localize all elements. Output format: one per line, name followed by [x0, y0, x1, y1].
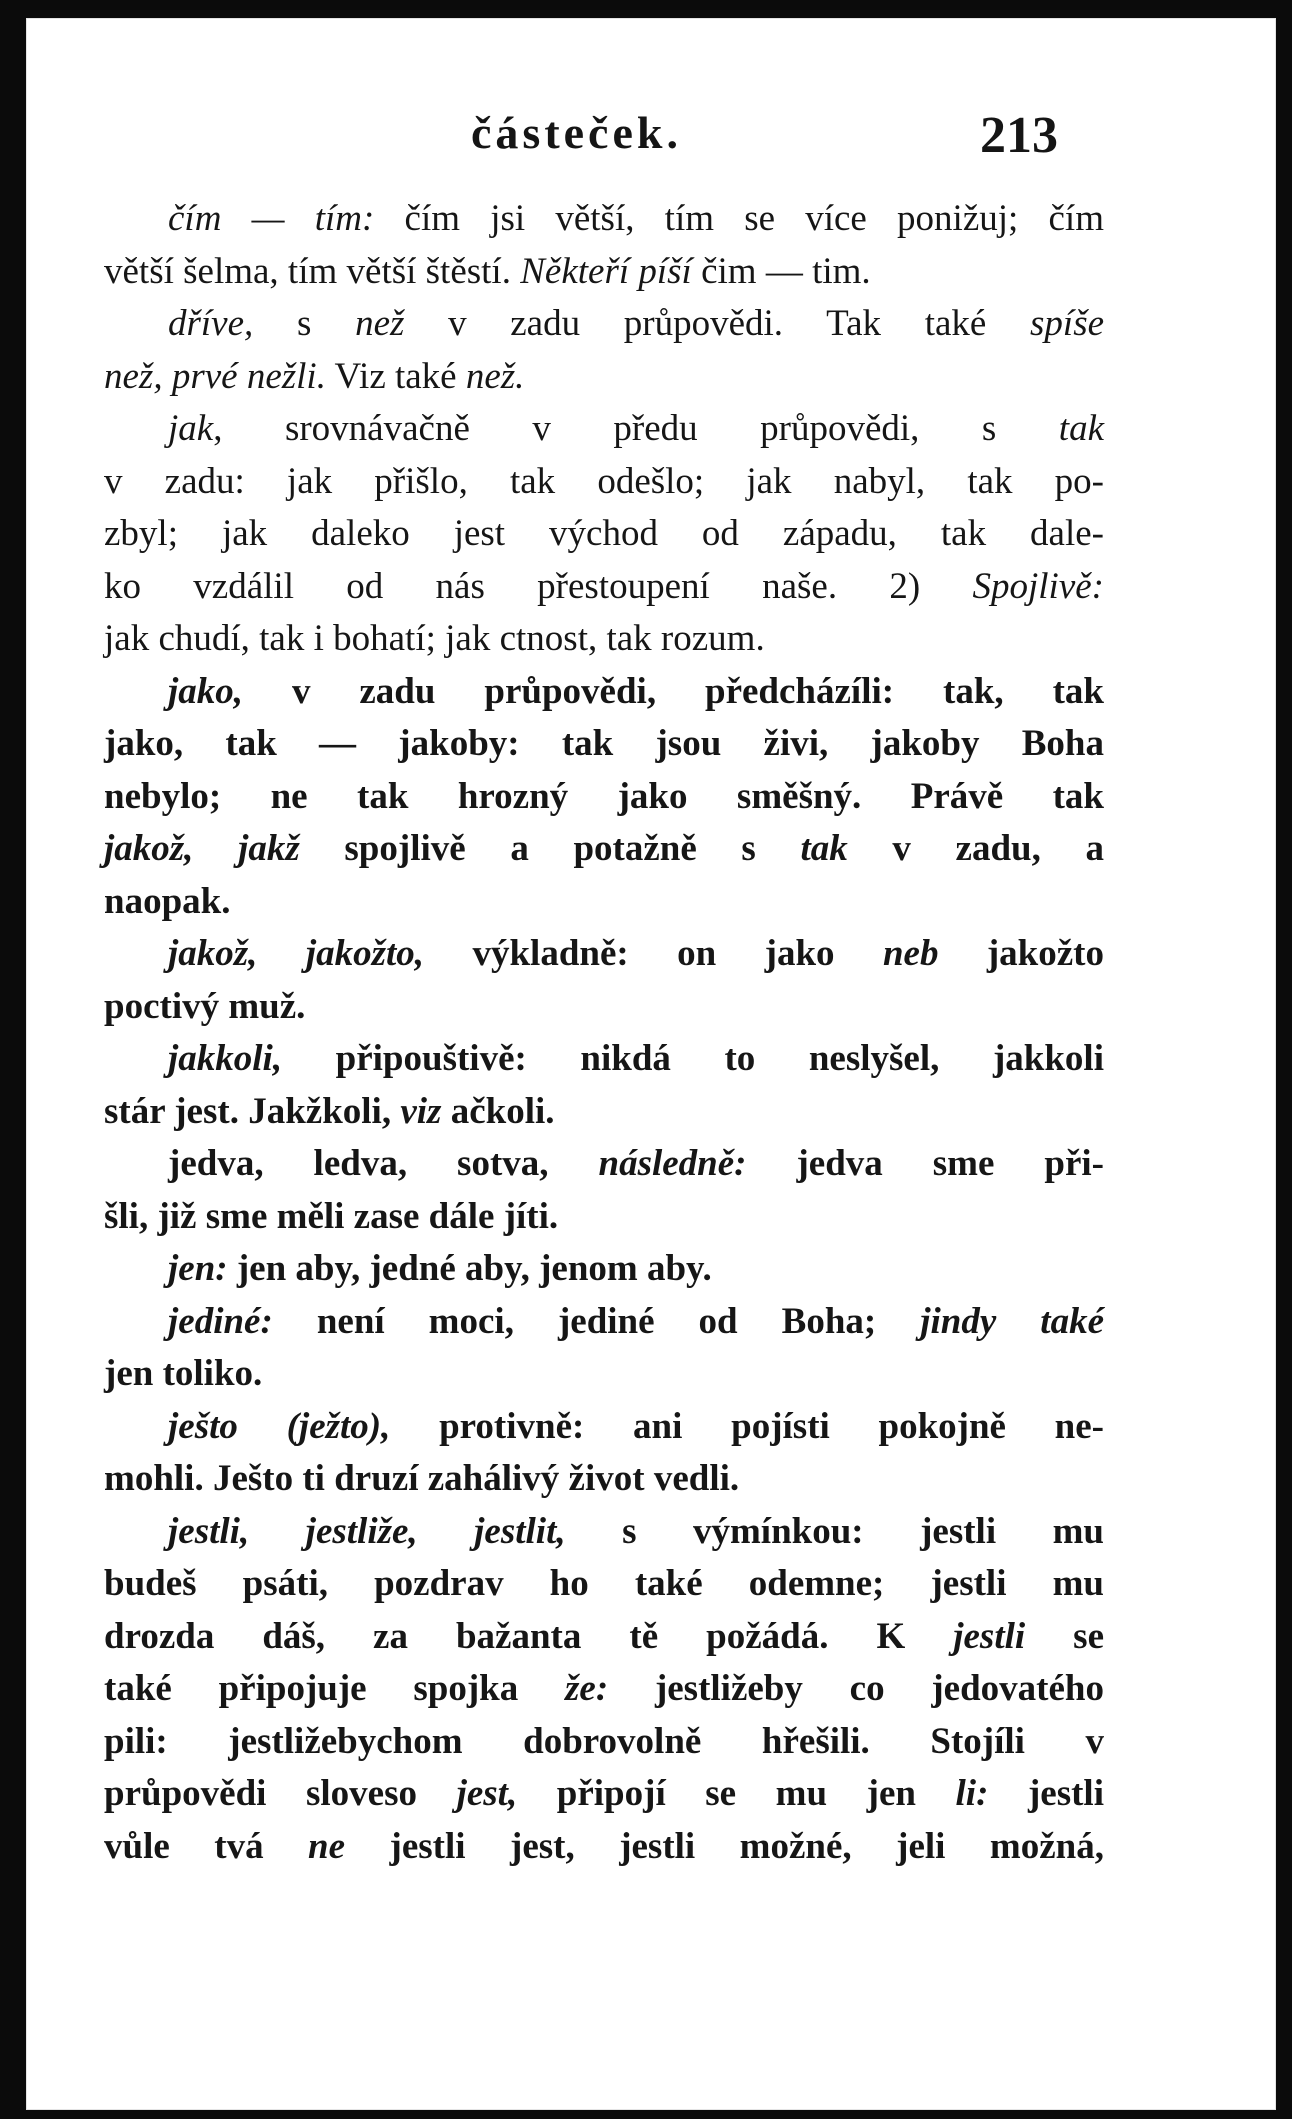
italic-term: jediné: [168, 1300, 273, 1342]
italic-term: Spojlivě: [972, 565, 1104, 607]
italic-term: jindy také [920, 1300, 1105, 1342]
text-run: průpovědi sloveso [104, 1773, 457, 1814]
text-line [104, 1821, 1104, 1874]
italic-term: ješto (ježto), [168, 1405, 391, 1447]
italic-term: jestli, jestliže, jestlit, [168, 1510, 566, 1552]
text-line [104, 403, 1104, 456]
italic-term: jakož, jakž [104, 828, 300, 869]
text-line [104, 718, 1104, 771]
text-run: ačkoli. [441, 1090, 555, 1132]
text-run: čim — tim. [691, 250, 871, 292]
italic-term: tak [1058, 408, 1104, 449]
text-run: naopak. [104, 880, 231, 922]
text-run: s [253, 303, 356, 344]
text-run: čím jsi větší, tím se více ponižuj; čím [374, 198, 1104, 239]
text-line [104, 1243, 1104, 1296]
text-line [104, 508, 1104, 561]
text-run: zbyl; jak daleko jest východ od západu, tak dale- [104, 513, 1104, 554]
text-run: stár jest. Jakžkoli, [104, 1090, 401, 1132]
italic-term: tak [800, 828, 848, 869]
text-line [104, 246, 1104, 299]
text-run: v zadu průpovědi. Tak také [404, 303, 1031, 344]
text-line [104, 1663, 1104, 1716]
text-run: v zadu: jak přišlo, tak odešlo; jak nabyl, tak po- [104, 460, 1104, 502]
text-line [104, 1453, 1104, 1506]
text-run: nebylo; ne tak hrozný jako směšný. Právě tak [104, 775, 1104, 817]
text-run: v zadu, a [847, 828, 1105, 869]
text-run: protivně: ani pojísti pokojně ne- [390, 1405, 1105, 1447]
italic-term: že: [565, 1668, 609, 1709]
text-line [104, 666, 1104, 719]
text-line [104, 1401, 1104, 1454]
text-run: spojlivě a potažně s [299, 828, 801, 869]
text-line [104, 1611, 1104, 1664]
text-line [104, 1086, 1104, 1139]
text-run: s výmínkou: jestli mu [565, 1510, 1104, 1552]
text-line [104, 1191, 1104, 1244]
text-line [104, 771, 1104, 824]
italic-term: než. [465, 355, 525, 397]
italic-term: jen: [168, 1248, 228, 1289]
text-line [104, 456, 1104, 509]
text-line [104, 561, 1104, 614]
text-line [104, 823, 1104, 876]
text-line [104, 1348, 1104, 1401]
book-page [26, 18, 1276, 2110]
body-text [104, 193, 1104, 1873]
text-run: poctivý muž. [104, 985, 306, 1027]
text-line [104, 1506, 1104, 1559]
italic-term: jako, [168, 670, 244, 712]
text-run: jen toliko. [104, 1353, 263, 1394]
italic-term: čím — tím: [168, 198, 375, 239]
italic-term: než, prvé nežli. [104, 355, 326, 397]
text-run: vůle tvá [104, 1825, 309, 1867]
text-line [104, 1716, 1104, 1769]
text-run: drozda dáš, za bažanta tě požádá. K [104, 1615, 954, 1657]
text-run: pili: jestližebychom dobrovolně hřešili. Stojíli v [104, 1720, 1104, 1762]
page-number: 213 [980, 107, 1058, 164]
text-run: budeš psáti, pozdrav ho také odemne; jestli mu [104, 1563, 1104, 1604]
italic-term: viz [400, 1090, 442, 1132]
text-run: jedva sme při- [746, 1143, 1104, 1184]
text-line [104, 298, 1104, 351]
text-run: výkladně: on jako [424, 933, 883, 974]
text-run: větší šelma, tím větší štěstí. [104, 250, 521, 292]
text-run: jako, tak — jakoby: tak jsou živi, jakoby Boha [104, 723, 1104, 764]
italic-term: jestli [953, 1615, 1026, 1657]
italic-term: dříve, [168, 303, 254, 344]
running-title: částeček. [471, 107, 682, 158]
text-run: jak chudí, tak i bohatí; jak ctnost, tak rozum. [104, 618, 765, 659]
text-run: jestližeby co jedovatého [608, 1668, 1104, 1709]
text-run: jestli [988, 1773, 1104, 1814]
text-run: není moci, jediné od Boha; [272, 1300, 921, 1342]
text-line [104, 613, 1104, 666]
text-run: v zadu průpovědi, předcházíli: tak, tak [243, 670, 1104, 712]
italic-term: jakkoli, [168, 1038, 283, 1079]
italic-term: Někteří píší [520, 250, 692, 292]
text-run: jakožto [938, 933, 1105, 974]
italic-term: li: [955, 1773, 989, 1814]
text-run: , srovnávačně v předu průpovědi, s [213, 408, 1059, 449]
italic-term: spíše [1030, 303, 1105, 344]
italic-term: ne [308, 1825, 346, 1867]
italic-term: jak [168, 408, 214, 449]
text-run: Viz také [325, 355, 466, 397]
text-line [104, 193, 1104, 246]
text-line [104, 1768, 1104, 1821]
text-line [104, 1558, 1104, 1611]
page-header [26, 18, 1276, 164]
text-run: připouštivě: nikdá to neslyšel, jakkoli [282, 1038, 1104, 1079]
text-line [104, 351, 1104, 404]
italic-term: než [355, 303, 405, 344]
text-run: mohli. Ješto ti druzí zahálivý život vedli. [104, 1458, 740, 1499]
italic-term: neb [882, 933, 939, 974]
text-run: šli, již sme měli zase dále jíti. [104, 1195, 559, 1237]
text-line [104, 876, 1104, 929]
text-run: jen aby, jedné aby, jenom aby. [227, 1248, 712, 1289]
text-run: jedva, ledva, sotva, [168, 1143, 599, 1184]
text-line [104, 981, 1104, 1034]
text-run: také připojuje spojka [104, 1668, 566, 1709]
text-line [104, 1296, 1104, 1349]
italic-term: jest, [456, 1773, 518, 1814]
italic-term: jakož, jakožto, [168, 933, 425, 974]
text-line [104, 1033, 1104, 1086]
text-run: jestli jest, jestli možné, jeli možná, [345, 1825, 1104, 1867]
text-run: ko vzdálil od nás přestoupení naše. 2) [104, 565, 973, 607]
text-line [104, 1138, 1104, 1191]
text-line [104, 928, 1104, 981]
text-run: připojí se mu jen [517, 1773, 956, 1814]
text-run: se [1025, 1615, 1104, 1657]
italic-term: následně: [598, 1143, 747, 1184]
